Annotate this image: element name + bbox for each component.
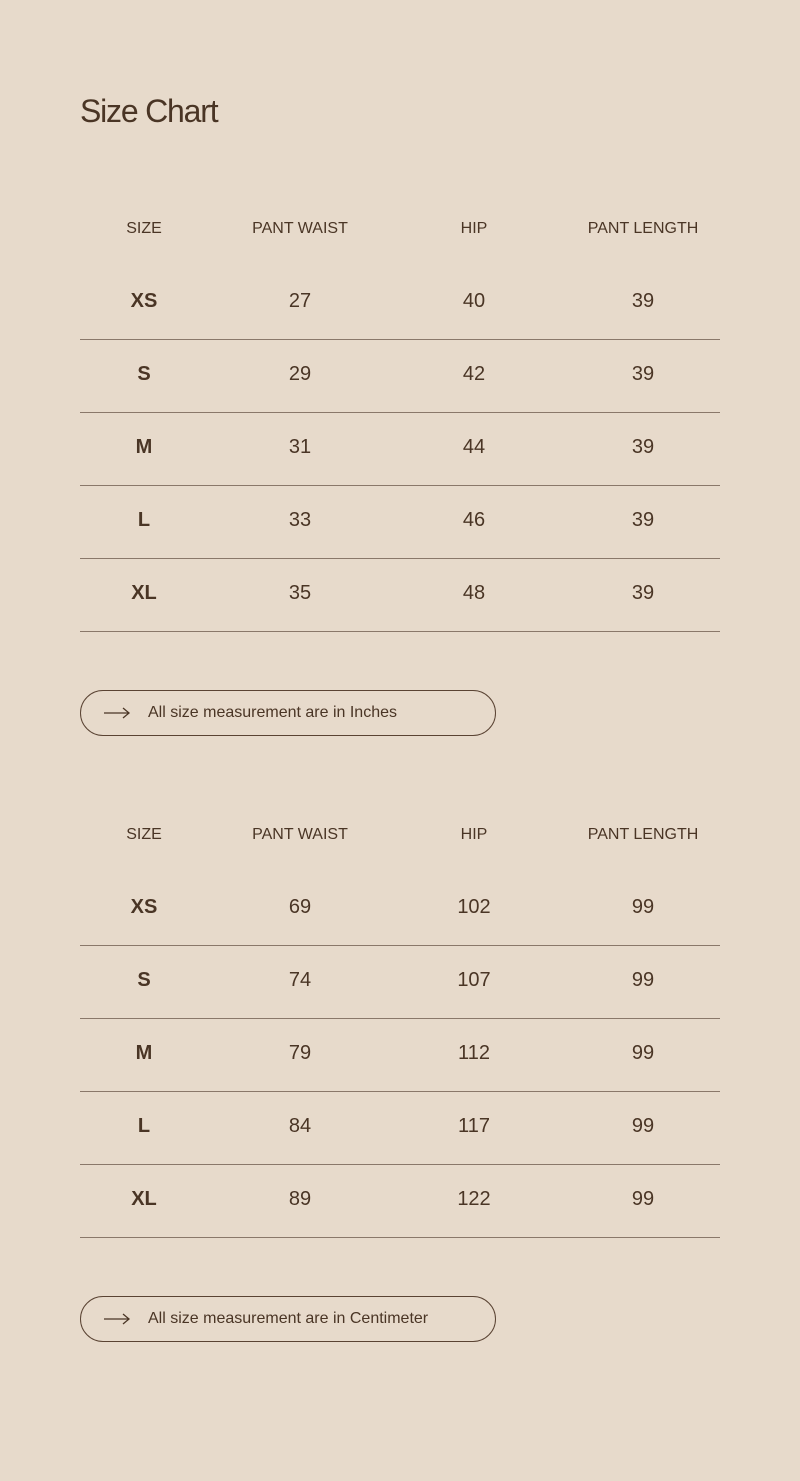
cell-size: XL: [131, 1188, 157, 1210]
column-header-hip: HIP: [460, 220, 488, 237]
table-row: [80, 413, 720, 486]
cell-pant-length: 99: [631, 896, 655, 918]
column-header-size: SIZE: [126, 220, 162, 237]
cell-hip: 48: [462, 582, 486, 604]
cell-pant-length: 39: [631, 363, 655, 385]
cell-hip: 107: [457, 969, 491, 991]
table-row: [80, 873, 720, 946]
cell-pant-waist: 31: [288, 436, 312, 458]
cell-pant-waist: 35: [288, 582, 312, 604]
cell-size: M: [135, 436, 153, 458]
cell-pant-waist: 89: [288, 1188, 312, 1210]
cell-pant-waist: 29: [288, 363, 312, 385]
cell-hip: 102: [457, 896, 491, 918]
cell-size: M: [135, 1042, 153, 1064]
table-header: [80, 205, 720, 255]
table-row: [80, 946, 720, 1019]
table-row: [80, 340, 720, 413]
cell-pant-length: 99: [631, 969, 655, 991]
table-row: [80, 1092, 720, 1165]
table-row: [80, 1019, 720, 1092]
cell-pant-length: 39: [631, 290, 655, 312]
column-header-pant-length: PANT LENGTH: [587, 220, 699, 237]
arrow-right-icon: [103, 1312, 131, 1326]
cell-hip: 44: [462, 436, 486, 458]
cell-size: L: [137, 509, 151, 531]
arrow-right-icon: [103, 706, 131, 720]
cell-pant-length: 39: [631, 509, 655, 531]
cell-size: S: [137, 969, 151, 991]
cell-pant-waist: 69: [288, 896, 312, 918]
column-header-pant-waist: PANT WAIST: [252, 220, 348, 237]
table-body: [80, 267, 720, 632]
cell-hip: 42: [462, 363, 486, 385]
unit-note-text: All size measurement are in Inches: [148, 704, 397, 721]
unit-note-centimeter: [80, 1296, 496, 1342]
cell-pant-length: 39: [631, 582, 655, 604]
size-table-inches: [80, 205, 720, 632]
table-body: [80, 873, 720, 1238]
cell-pant-waist: 74: [288, 969, 312, 991]
cell-pant-length: 99: [631, 1115, 655, 1137]
size-table-centimeter: [80, 811, 720, 1238]
cell-size: XS: [130, 290, 158, 312]
cell-size: XS: [130, 896, 158, 918]
table-header: [80, 811, 720, 861]
cell-hip: 46: [462, 509, 486, 531]
column-header-pant-waist: PANT WAIST: [252, 826, 348, 843]
cell-pant-length: 39: [631, 436, 655, 458]
cell-hip: 117: [458, 1115, 490, 1137]
cell-hip: 40: [462, 290, 486, 312]
table-row: [80, 1165, 720, 1238]
unit-note-text: All size measurement are in Centimeter: [148, 1310, 429, 1327]
cell-pant-length: 99: [631, 1188, 655, 1210]
column-header-size: SIZE: [126, 826, 162, 843]
column-header-hip: HIP: [460, 826, 488, 843]
table-row: [80, 486, 720, 559]
cell-pant-waist: 27: [288, 290, 312, 312]
cell-size: XL: [131, 582, 157, 604]
page-title: Size Chart: [80, 93, 218, 129]
cell-size: S: [137, 363, 151, 385]
cell-pant-waist: 33: [288, 509, 312, 531]
cell-pant-waist: 79: [288, 1042, 312, 1064]
cell-pant-waist: 84: [288, 1115, 312, 1137]
cell-hip: 122: [457, 1188, 491, 1210]
cell-pant-length: 99: [631, 1042, 655, 1064]
column-header-pant-length: PANT LENGTH: [587, 826, 699, 843]
table-row: [80, 559, 720, 632]
cell-size: L: [137, 1115, 151, 1137]
table-row: [80, 267, 720, 340]
unit-note-inches: [80, 690, 496, 736]
cell-hip: 112: [458, 1042, 490, 1064]
